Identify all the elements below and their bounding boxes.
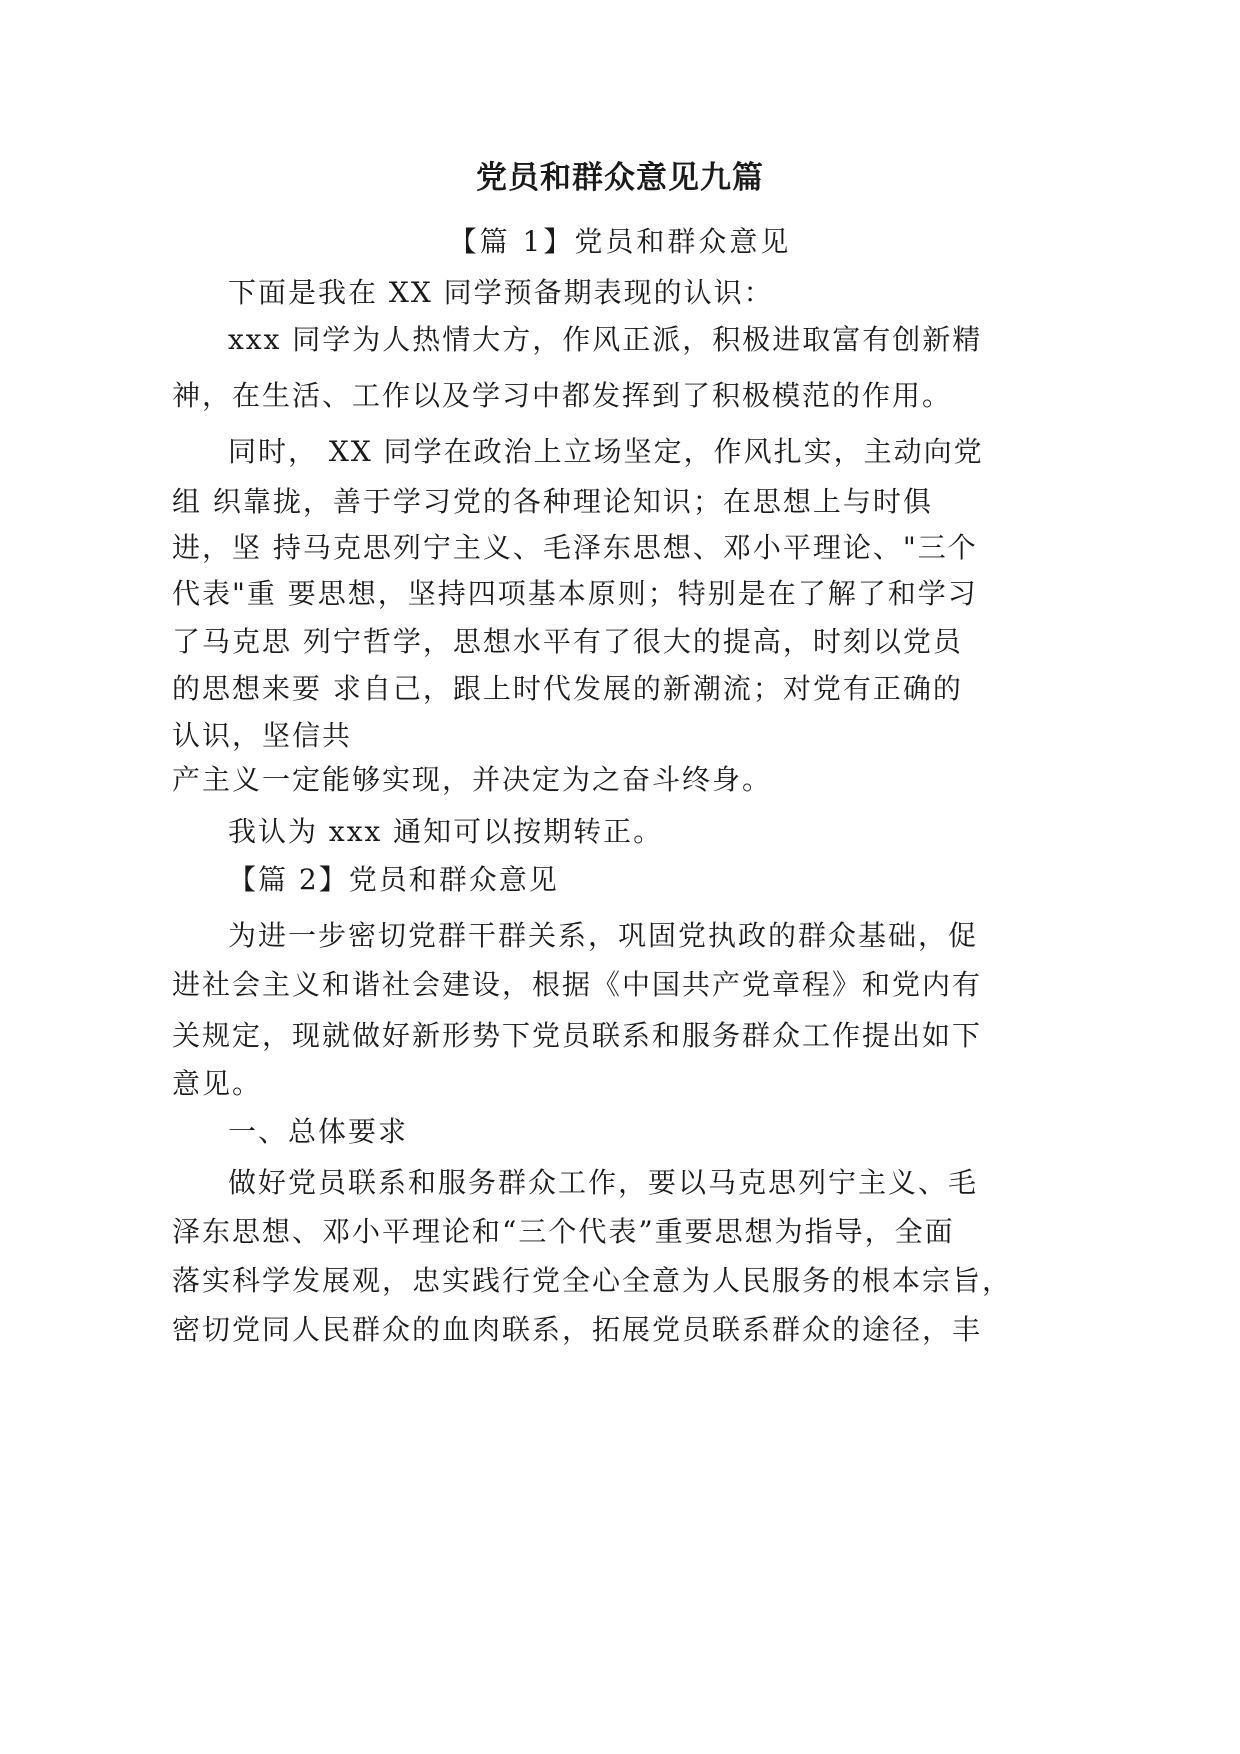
paragraph-line: 密切党同人民群众的血肉联系，拓展党员联系群众的途径，丰 [172,1313,983,1346]
paragraph-line: 做好党员联系和服务群众工作，要以马克思列宁主义、毛 [228,1166,979,1199]
section-heading-2: 【篇 2】党员和群众意见 [228,863,559,896]
paragraph-line: 我认为 xxx 通知可以按期转正。 [228,815,664,848]
subsection-heading: 一、总体要求 [228,1115,409,1148]
section-heading-1: 【篇 1】党员和群众意见 [448,225,792,258]
paragraph-line: 为进一步密切党群干群关系，巩固党执政的群众基础，促 [228,919,979,952]
paragraph-line: 代表"重 要思想，坚持四项基本原则；特别是在了解了和学习 [172,577,978,610]
paragraph-line: 产主义一定能够实现，并决定为之奋斗终身。 [172,763,773,796]
paragraph-line: 关规定，现就做好新形势下党员联系和服务群众工作提出如下 [172,1019,983,1052]
paragraph-line: 的思想来要 求自己，跟上时代发展的新潮流；对党有正确的 [172,672,963,705]
paragraph-line: xxx 同学为人热情大方，作风正派，积极进取富有创新精 [228,323,983,356]
paragraph-line: 组 织靠拢，善于学习党的各种理论知识；在思想上与时俱 [172,485,933,518]
paragraph-line: 了马克思 列宁哲学，思想水平有了很大的提高，时刻以党员 [172,625,963,658]
paragraph-line: 进，坚 持马克思列宁主义、毛泽东思想、邓小平理论、"三个 [172,531,978,564]
paragraph-line: 下面是我在 XX 同学预备期表现的认识： [228,276,774,309]
paragraph-line: 落实科学发展观，忠实践行党全心全意为人民服务的根本宗旨， [172,1264,1013,1297]
paragraph-line: 认识，坚信共 [172,719,353,752]
paragraph-line: 意见。 [172,1067,263,1100]
paragraph-line: 神，在生活、工作以及学习中都发挥到了积极模范的作用。 [172,379,953,412]
document-title: 党员和群众意见九篇 [476,160,764,196]
paragraph-line: 同时， XX 同学在政治上立场坚定，作风扎实，主动向党 [228,435,984,468]
paragraph-line: 进社会主义和谐社会建设，根据《中国共产党章程》和党内有 [172,968,983,1001]
paragraph-line: 泽东思想、邓小平理论和“三个代表”重要思想为指导，全面 [172,1215,955,1248]
